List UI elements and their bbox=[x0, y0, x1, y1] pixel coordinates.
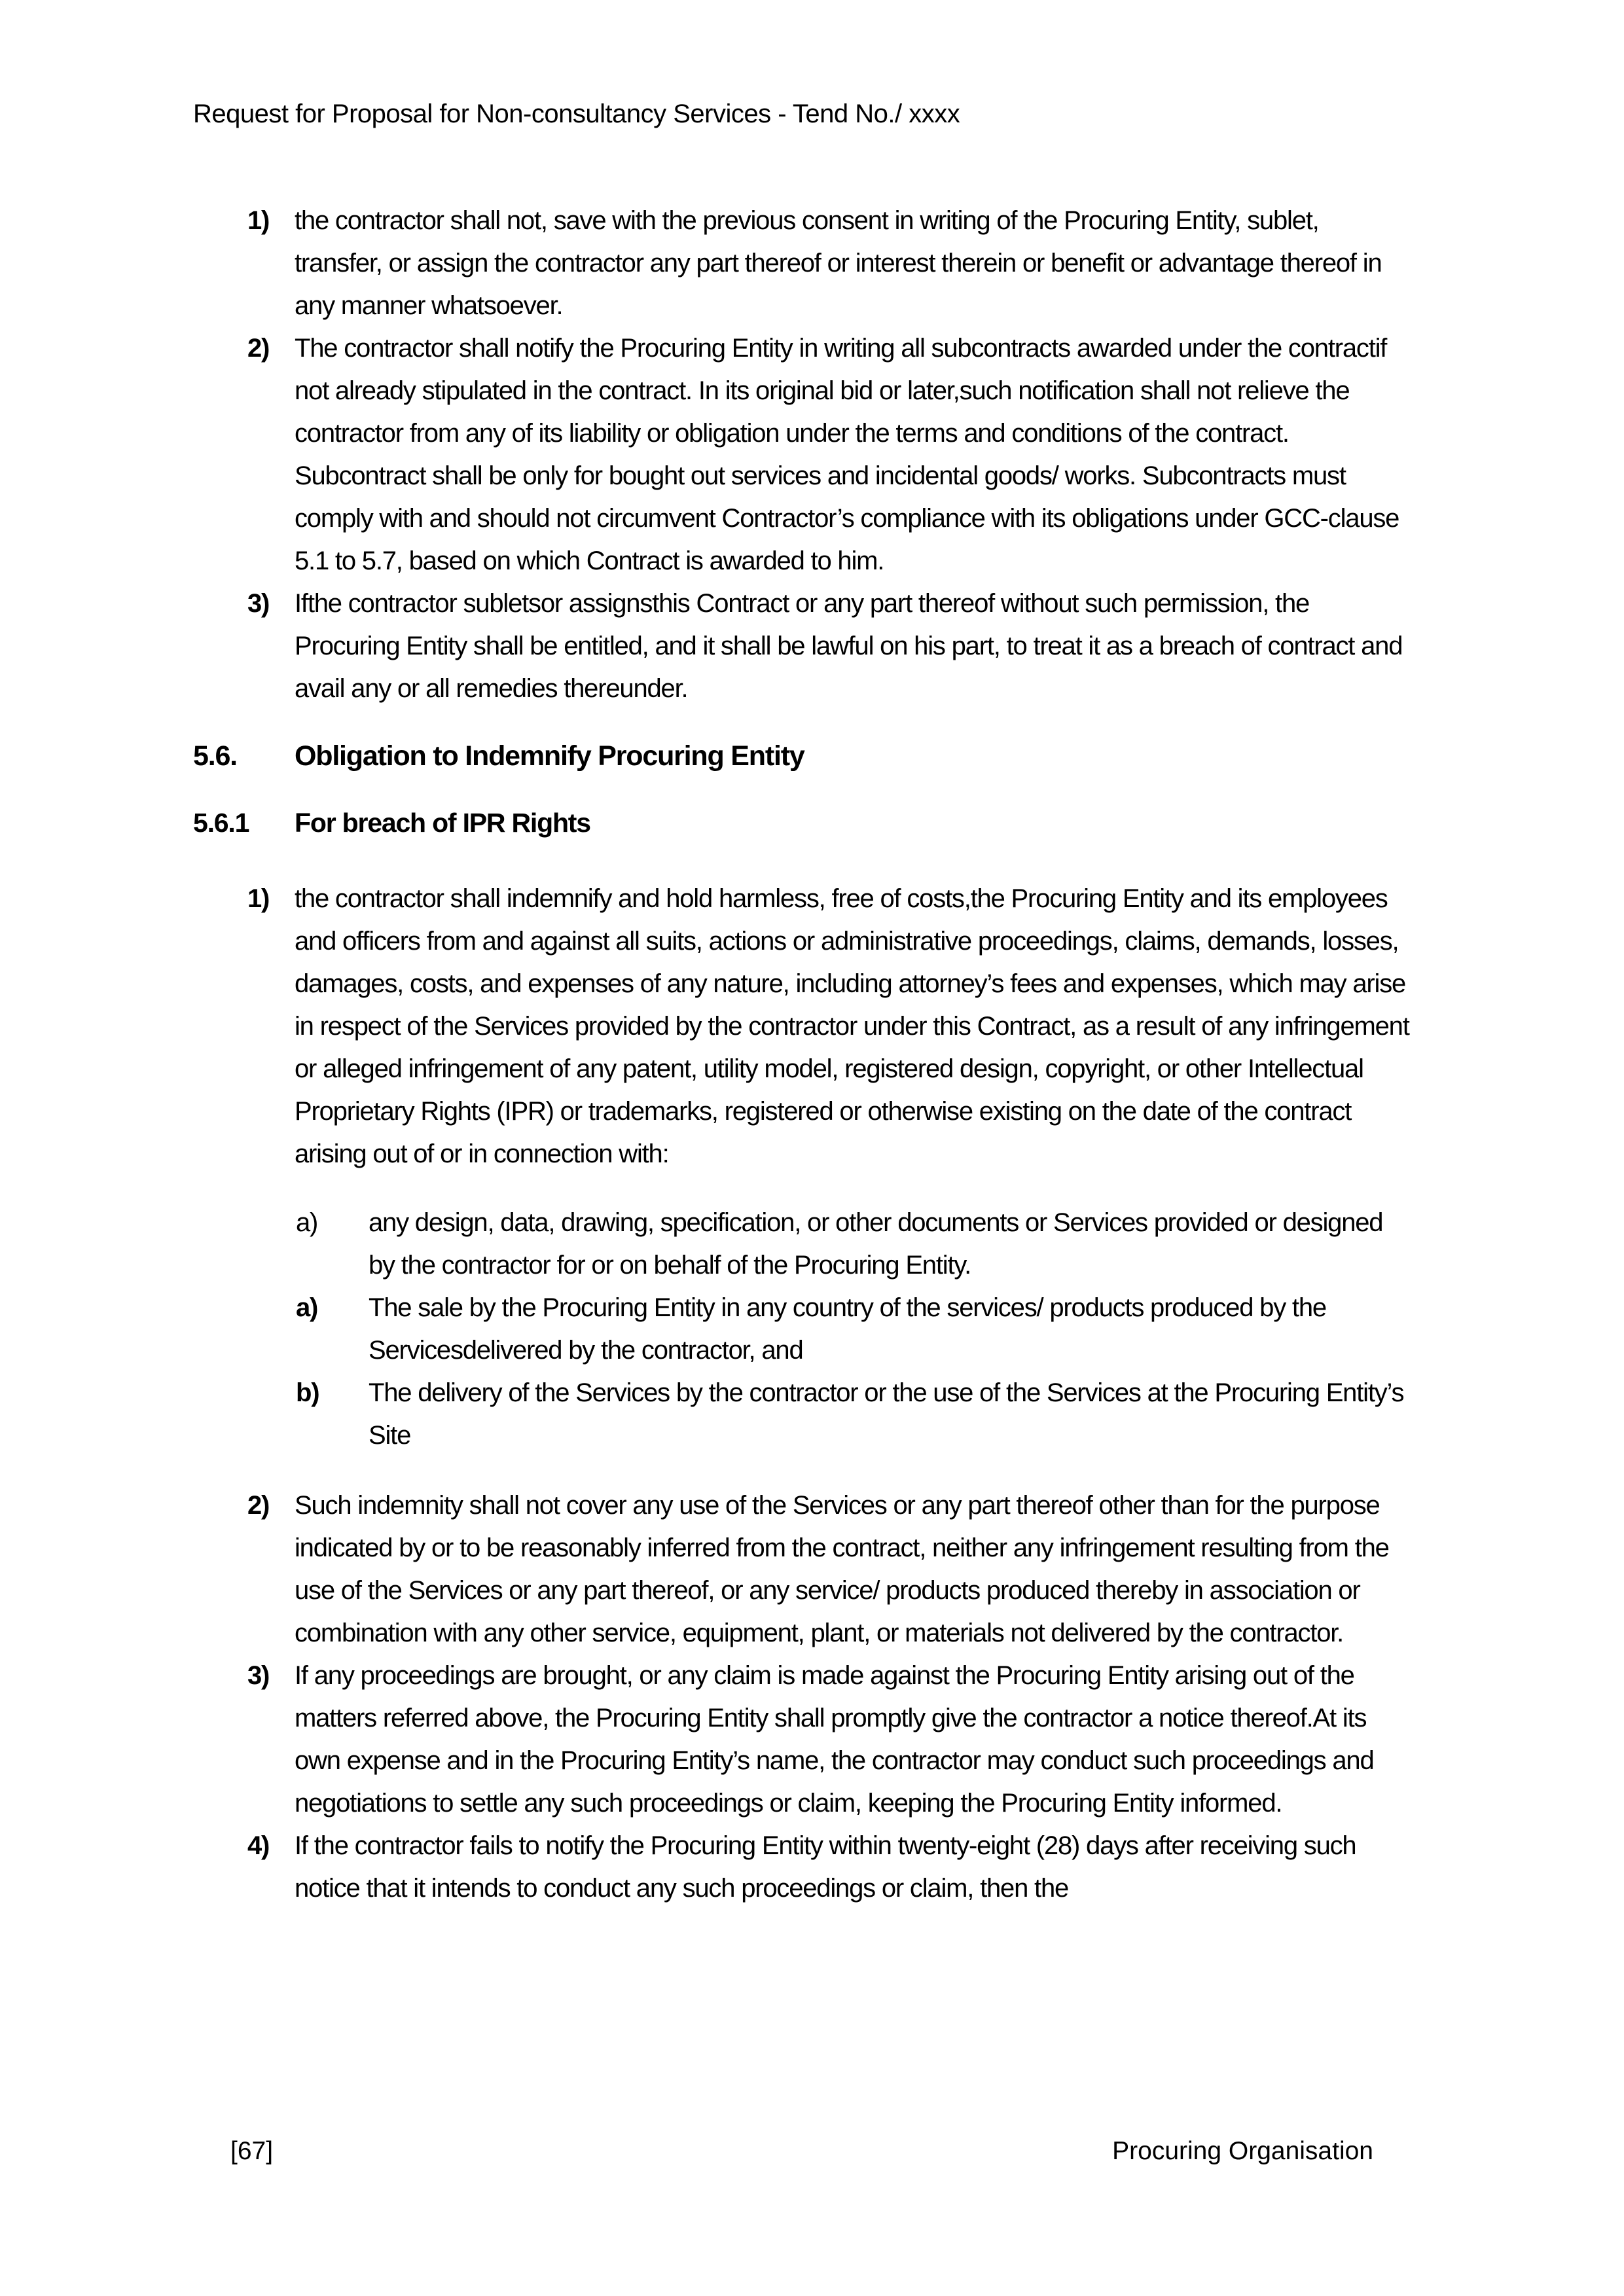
item-marker: 1) bbox=[247, 884, 270, 913]
page-footer bbox=[193, 2136, 1411, 2167]
subletting-clause-list bbox=[193, 200, 1411, 710]
sub-item-text: The delivery of the Services by the contractor or the use of the Services at the Procuring Entity’s Site bbox=[369, 1378, 1404, 1450]
list-item-4 bbox=[193, 1825, 1411, 1910]
sub-item-marker: b) bbox=[296, 1378, 319, 1407]
sub-item-marker: a) bbox=[296, 1208, 318, 1237]
section-title: Obligation to Indemnify Procuring Entity bbox=[295, 740, 804, 772]
list-item-1 bbox=[193, 878, 1411, 1175]
item-marker: 3) bbox=[247, 1661, 270, 1690]
ipr-clause-list bbox=[193, 878, 1411, 1910]
list-item-3 bbox=[193, 1655, 1411, 1825]
item-text: the contractor shall not, save with the previous consent in writing of the Procuring Entity, sublet, transfer, or assign the contractor any part thereof or interest therein or benefit or advantage thereof in any manner whatsoever. bbox=[295, 206, 1382, 320]
item-marker: 3) bbox=[247, 589, 270, 618]
footer-organisation: Procuring Organisation bbox=[1112, 2137, 1373, 2165]
item-text: The contractor shall notify the Procuring Entity in writing all subcontracts awarded under the contractif not already stipulated in the contract. In its original bid or later,such notification shall not relieve the contractor from any of its liability or obligation under the terms and conditions of the contract. Subcontract shall be only for bought out services and incidental goods/ works. Subcontracts must comply with and should not circumvent Contractor’s compliance with its obligations under GCC-clause 5.1 to 5.7, based on which Contract is awarded to him. bbox=[295, 334, 1399, 575]
subsection-heading-5-6-1 bbox=[193, 802, 1411, 844]
list-item-3 bbox=[193, 583, 1411, 710]
sub-item-text: The sale by the Procuring Entity in any country of the services/ products produced by the Servicesdelivered by the contractor, and bbox=[369, 1293, 1326, 1365]
page-header: Request for Proposal for Non-consultancy Services - Tend No./ xxxx bbox=[193, 99, 960, 128]
item-text: Ifthe contractor subletsor assignsthis Contract or any part thereof without such permission, the Procuring Entity shall be entitled, and it shall be lawful on his part, to treat it as a breach of contract and avail any or all remedies thereunder. bbox=[295, 589, 1403, 703]
page-content bbox=[193, 200, 1411, 1910]
list-item-2 bbox=[193, 1484, 1411, 1655]
item-marker: 1) bbox=[247, 206, 270, 235]
sub-item-b bbox=[193, 1372, 1411, 1457]
list-item-2 bbox=[193, 327, 1411, 583]
sub-item-a1 bbox=[193, 1202, 1411, 1287]
ipr-sub-clause-list bbox=[193, 1202, 1411, 1457]
subsection-number: 5.6.1 bbox=[193, 808, 249, 838]
section-heading-5-6 bbox=[193, 735, 1411, 778]
item-text: the contractor shall indemnify and hold harmless, free of costs,the Procuring Entity and its employees and officers from and against all suits, actions or administrative proceedings, claims, demands, losses, damages, costs, and expenses of any nature, including attorney’s fees and expenses, which may arise in respect of the Services provided by the contractor under this Contract, as a result of any infringement or alleged infringement of any patent, utility model, registered design, copyright, or other Intellectual Proprietary Rights (IPR) or trademarks, registered or otherwise existing on the date of the contract arising out of or in connection with: bbox=[295, 884, 1409, 1168]
item-text: If the contractor fails to notify the Procuring Entity within twenty-eight (28) days after receiving such notice that it intends to conduct any such proceedings or claim, then the bbox=[295, 1831, 1356, 1903]
page-number: [67] bbox=[230, 2137, 274, 2165]
sub-item-marker: a) bbox=[296, 1293, 318, 1322]
item-text: If any proceedings are brought, or any claim is made against the Procuring Entity arising out of the matters referred above, the Procuring Entity shall promptly give the contractor a notice thereof.At its own expense and in the Procuring Entity’s name, the contractor may conduct such proceedings and negotiations to settle any such proceedings or claim, keeping the Procuring Entity informed. bbox=[295, 1661, 1374, 1818]
sub-item-a2 bbox=[193, 1287, 1411, 1372]
item-marker: 2) bbox=[247, 334, 270, 363]
section-number: 5.6. bbox=[193, 740, 237, 772]
sub-item-text: any design, data, drawing, specification, or other documents or Services provided or designed by the contractor for or on behalf of the Procuring Entity. bbox=[369, 1208, 1383, 1280]
item-marker: 4) bbox=[247, 1831, 270, 1860]
item-marker: 2) bbox=[247, 1491, 270, 1520]
item-text: Such indemnity shall not cover any use of the Services or any part thereof other than for the purpose indicated by or to be reasonably inferred from the contract, neither any infringement resulting from the use of the Services or any part thereof, or any service/ products produced thereby in association or combination with any other service, equipment, plant, or materials not delivered by the contractor. bbox=[295, 1491, 1389, 1647]
subsection-title: For breach of IPR Rights bbox=[295, 808, 590, 838]
list-item-1 bbox=[193, 200, 1411, 327]
